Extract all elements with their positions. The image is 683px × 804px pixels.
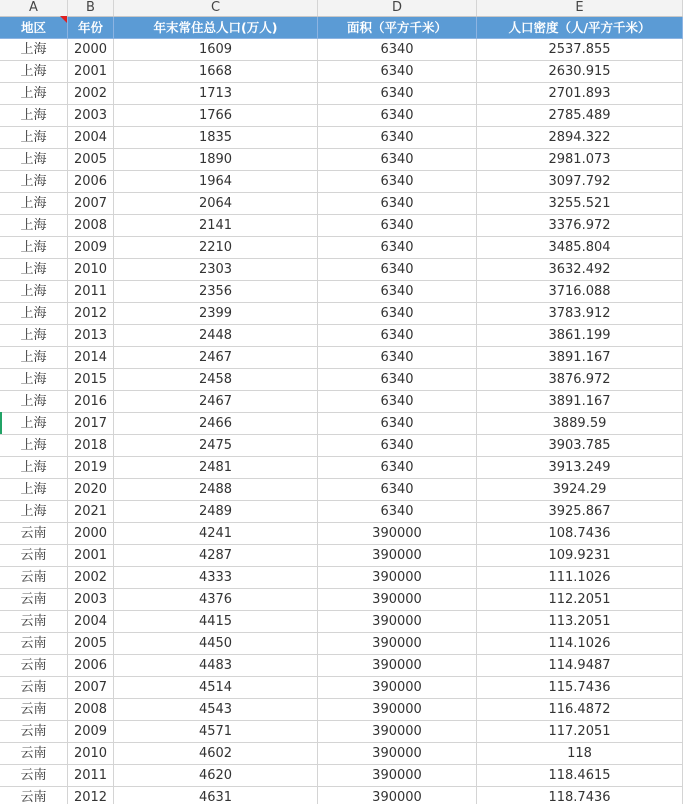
cell-area[interactable]: 6340 xyxy=(318,215,477,237)
cell-region[interactable]: 上海 xyxy=(0,259,68,281)
cell-year[interactable]: 2010 xyxy=(68,259,114,281)
cell-density[interactable]: 3255.521 xyxy=(477,193,683,215)
cell-density[interactable]: 3891.167 xyxy=(477,347,683,369)
cell-population[interactable]: 2399 xyxy=(114,303,318,325)
table-row xyxy=(0,633,683,655)
cell-population[interactable]: 2448 xyxy=(114,325,318,347)
table-row xyxy=(0,369,683,391)
cell-year[interactable]: 2007 xyxy=(68,677,114,699)
cell-population[interactable]: 4571 xyxy=(114,721,318,743)
cell-density[interactable]: 3632.492 xyxy=(477,259,683,281)
cell-density[interactable]: 3783.912 xyxy=(477,303,683,325)
cell-area[interactable]: 6340 xyxy=(318,105,477,127)
cell-population[interactable]: 2475 xyxy=(114,435,318,457)
cell-density[interactable]: 114.1026 xyxy=(477,633,683,655)
cell-area[interactable]: 390000 xyxy=(318,545,477,567)
table-header-row xyxy=(0,17,683,39)
cell-year[interactable]: 2010 xyxy=(68,743,114,765)
table-row xyxy=(0,347,683,369)
table-row xyxy=(0,787,683,804)
cell-population[interactable]: 2141 xyxy=(114,215,318,237)
table-row xyxy=(0,259,683,281)
cell-year[interactable]: 2002 xyxy=(68,567,114,589)
cell-year[interactable]: 2008 xyxy=(68,215,114,237)
cell-population[interactable]: 2481 xyxy=(114,457,318,479)
cell-region[interactable]: 云南 xyxy=(0,699,68,721)
cell-region[interactable]: 上海 xyxy=(0,127,68,149)
cell-region[interactable]: 云南 xyxy=(0,523,68,545)
table-row xyxy=(0,765,683,787)
table-row xyxy=(0,523,683,545)
cell-region[interactable]: 上海 xyxy=(0,215,68,237)
cell-density[interactable]: 3891.167 xyxy=(477,391,683,413)
cell-region[interactable]: 上海 xyxy=(0,479,68,501)
cell-year[interactable]: 2003 xyxy=(68,589,114,611)
cell-region[interactable]: 上海 xyxy=(0,281,68,303)
cell-region[interactable]: 云南 xyxy=(0,567,68,589)
cell-population[interactable]: 4415 xyxy=(114,611,318,633)
cell-year[interactable]: 2007 xyxy=(68,193,114,215)
cell-region[interactable]: 上海 xyxy=(0,237,68,259)
cell-year[interactable]: 2005 xyxy=(68,149,114,171)
table-row xyxy=(0,391,683,413)
cell-area[interactable]: 390000 xyxy=(318,611,477,633)
cell-year[interactable]: 2014 xyxy=(68,347,114,369)
table-row xyxy=(0,655,683,677)
cell-density[interactable]: 111.1026 xyxy=(477,567,683,589)
table-row xyxy=(0,435,683,457)
cell-region[interactable]: 云南 xyxy=(0,787,68,804)
table-row xyxy=(0,721,683,743)
cell-region[interactable]: 云南 xyxy=(0,721,68,743)
header-cell-year[interactable]: 年份 xyxy=(68,17,114,39)
cell-region[interactable]: 云南 xyxy=(0,765,68,787)
cell-area[interactable]: 390000 xyxy=(318,743,477,765)
cell-region[interactable]: 上海 xyxy=(0,149,68,171)
column-letter-e[interactable]: E xyxy=(477,0,683,16)
cell-population[interactable]: 1609 xyxy=(114,39,318,61)
cell-population[interactable]: 1668 xyxy=(114,61,318,83)
cell-region[interactable]: 上海 xyxy=(0,39,68,61)
cell-density[interactable]: 2630.915 xyxy=(477,61,683,83)
table-row xyxy=(0,743,683,765)
cell-region[interactable]: 云南 xyxy=(0,655,68,677)
cell-year[interactable]: 2003 xyxy=(68,105,114,127)
cell-area[interactable]: 6340 xyxy=(318,391,477,413)
cell-region[interactable]: 云南 xyxy=(0,589,68,611)
cell-year[interactable]: 2001 xyxy=(68,545,114,567)
table-row xyxy=(0,215,683,237)
cell-density[interactable]: 3925.867 xyxy=(477,501,683,523)
cell-year[interactable]: 2006 xyxy=(68,655,114,677)
cell-density[interactable]: 2701.893 xyxy=(477,83,683,105)
cell-area[interactable]: 6340 xyxy=(318,149,477,171)
cell-year[interactable]: 2017 xyxy=(68,413,114,435)
cell-population[interactable]: 4514 xyxy=(114,677,318,699)
cell-region[interactable]: 上海 xyxy=(0,369,68,391)
cell-density[interactable]: 108.7436 xyxy=(477,523,683,545)
column-letter-a[interactable]: A xyxy=(0,0,68,16)
cell-area[interactable]: 6340 xyxy=(318,457,477,479)
cell-area[interactable]: 6340 xyxy=(318,303,477,325)
cell-area[interactable]: 390000 xyxy=(318,765,477,787)
cell-population[interactable]: 1835 xyxy=(114,127,318,149)
table-row xyxy=(0,39,683,61)
column-letter-b[interactable]: B xyxy=(68,0,114,16)
cell-density[interactable]: 3889.59 xyxy=(477,413,683,435)
table-row xyxy=(0,83,683,105)
cell-area[interactable]: 390000 xyxy=(318,655,477,677)
header-cell-region[interactable]: 地区 xyxy=(0,17,68,39)
cell-year[interactable]: 2004 xyxy=(68,611,114,633)
table-row xyxy=(0,303,683,325)
cell-density[interactable]: 3485.804 xyxy=(477,237,683,259)
cell-density[interactable]: 112.2051 xyxy=(477,589,683,611)
cell-density[interactable]: 113.2051 xyxy=(477,611,683,633)
cell-density[interactable]: 118.4615 xyxy=(477,765,683,787)
cell-year[interactable]: 2015 xyxy=(68,369,114,391)
cell-year[interactable]: 2020 xyxy=(68,479,114,501)
cell-region[interactable]: 云南 xyxy=(0,611,68,633)
cell-population[interactable]: 2064 xyxy=(114,193,318,215)
cell-area[interactable]: 6340 xyxy=(318,347,477,369)
cell-density[interactable]: 3716.088 xyxy=(477,281,683,303)
cell-density[interactable]: 2785.489 xyxy=(477,105,683,127)
cell-population[interactable]: 4450 xyxy=(114,633,318,655)
cell-region[interactable]: 上海 xyxy=(0,457,68,479)
table-row xyxy=(0,193,683,215)
table-row xyxy=(0,325,683,347)
cell-population[interactable]: 4631 xyxy=(114,787,318,804)
table-row xyxy=(0,501,683,523)
cell-year[interactable]: 2019 xyxy=(68,457,114,479)
table-row xyxy=(0,413,683,435)
cell-population[interactable]: 2466 xyxy=(114,413,318,435)
cell-year[interactable]: 2006 xyxy=(68,171,114,193)
cell-area[interactable]: 6340 xyxy=(318,501,477,523)
cell-density[interactable]: 118.7436 xyxy=(477,787,683,804)
column-letter-d[interactable]: D xyxy=(318,0,477,16)
cell-population[interactable]: 2356 xyxy=(114,281,318,303)
cell-density[interactable]: 2981.073 xyxy=(477,149,683,171)
cell-population[interactable]: 2210 xyxy=(114,237,318,259)
cell-population[interactable]: 4287 xyxy=(114,545,318,567)
cell-region[interactable]: 上海 xyxy=(0,391,68,413)
table-row xyxy=(0,567,683,589)
table-row xyxy=(0,699,683,721)
cell-year[interactable]: 2000 xyxy=(68,39,114,61)
cell-year[interactable]: 2021 xyxy=(68,501,114,523)
cell-area[interactable]: 6340 xyxy=(318,39,477,61)
cell-year[interactable]: 2011 xyxy=(68,765,114,787)
cell-density[interactable]: 109.9231 xyxy=(477,545,683,567)
cell-population[interactable]: 1964 xyxy=(114,171,318,193)
cell-population[interactable]: 2467 xyxy=(114,391,318,413)
cell-region[interactable]: 云南 xyxy=(0,677,68,699)
table-row xyxy=(0,237,683,259)
cell-area[interactable]: 390000 xyxy=(318,787,477,804)
cell-population[interactable]: 2467 xyxy=(114,347,318,369)
cell-year[interactable]: 2008 xyxy=(68,699,114,721)
cell-population[interactable]: 2489 xyxy=(114,501,318,523)
cell-population[interactable]: 4333 xyxy=(114,567,318,589)
cell-region[interactable]: 云南 xyxy=(0,633,68,655)
cell-year[interactable]: 2009 xyxy=(68,237,114,259)
cell-area[interactable]: 6340 xyxy=(318,237,477,259)
table-row xyxy=(0,171,683,193)
cell-region[interactable]: 上海 xyxy=(0,193,68,215)
cell-year[interactable]: 2012 xyxy=(68,787,114,804)
cell-area[interactable]: 390000 xyxy=(318,567,477,589)
cell-population[interactable]: 4543 xyxy=(114,699,318,721)
header-cell-area[interactable]: 面积（平方千米） xyxy=(318,17,477,39)
cell-year[interactable]: 2005 xyxy=(68,633,114,655)
cell-population[interactable]: 1713 xyxy=(114,83,318,105)
comment-indicator-icon[interactable] xyxy=(60,16,67,23)
cell-density[interactable]: 3097.792 xyxy=(477,171,683,193)
cell-area[interactable]: 6340 xyxy=(318,83,477,105)
table-row xyxy=(0,589,683,611)
cell-population[interactable]: 1890 xyxy=(114,149,318,171)
cell-population[interactable]: 4241 xyxy=(114,523,318,545)
cell-population[interactable]: 4620 xyxy=(114,765,318,787)
cell-density[interactable]: 2894.322 xyxy=(477,127,683,149)
table-row xyxy=(0,61,683,83)
header-cell-density[interactable]: 人口密度（人/平方千米） xyxy=(477,17,683,39)
cell-density[interactable]: 114.9487 xyxy=(477,655,683,677)
cell-area[interactable]: 6340 xyxy=(318,325,477,347)
cell-density[interactable]: 116.4872 xyxy=(477,699,683,721)
cell-region[interactable]: 上海 xyxy=(0,413,68,435)
table-row xyxy=(0,677,683,699)
cell-year[interactable]: 2000 xyxy=(68,523,114,545)
header-cell-population[interactable]: 年末常住总人口(万人) xyxy=(114,17,318,39)
cell-year[interactable]: 2011 xyxy=(68,281,114,303)
cell-area[interactable]: 6340 xyxy=(318,61,477,83)
cell-density[interactable]: 3924.29 xyxy=(477,479,683,501)
cell-year[interactable]: 2001 xyxy=(68,61,114,83)
cell-area[interactable]: 6340 xyxy=(318,171,477,193)
cell-area[interactable]: 6340 xyxy=(318,281,477,303)
cell-population[interactable]: 2303 xyxy=(114,259,318,281)
cell-area[interactable]: 6340 xyxy=(318,127,477,149)
cell-region[interactable]: 上海 xyxy=(0,435,68,457)
table-row xyxy=(0,479,683,501)
cell-density[interactable]: 3876.972 xyxy=(477,369,683,391)
cell-year[interactable]: 2018 xyxy=(68,435,114,457)
cell-area[interactable]: 390000 xyxy=(318,633,477,655)
cell-area[interactable]: 390000 xyxy=(318,721,477,743)
table-row xyxy=(0,457,683,479)
cell-region[interactable]: 上海 xyxy=(0,325,68,347)
data-grid xyxy=(0,17,683,804)
cell-region[interactable]: 云南 xyxy=(0,545,68,567)
cell-region[interactable]: 上海 xyxy=(0,347,68,369)
cell-area[interactable]: 6340 xyxy=(318,413,477,435)
cell-area[interactable]: 6340 xyxy=(318,479,477,501)
cell-year[interactable]: 2009 xyxy=(68,721,114,743)
cell-population[interactable]: 1766 xyxy=(114,105,318,127)
cell-area[interactable]: 6340 xyxy=(318,193,477,215)
table-row xyxy=(0,149,683,171)
cell-year[interactable]: 2016 xyxy=(68,391,114,413)
cell-area[interactable]: 6340 xyxy=(318,435,477,457)
table-row xyxy=(0,127,683,149)
cell-density[interactable]: 2537.855 xyxy=(477,39,683,61)
cell-year[interactable]: 2004 xyxy=(68,127,114,149)
cell-population[interactable]: 2488 xyxy=(114,479,318,501)
cell-population[interactable]: 4602 xyxy=(114,743,318,765)
cell-area[interactable]: 390000 xyxy=(318,677,477,699)
table-row xyxy=(0,611,683,633)
cell-density[interactable]: 3913.249 xyxy=(477,457,683,479)
cell-area[interactable]: 6340 xyxy=(318,369,477,391)
cell-year[interactable]: 2002 xyxy=(68,83,114,105)
cell-region[interactable]: 上海 xyxy=(0,303,68,325)
table-row xyxy=(0,281,683,303)
row-selection-marker xyxy=(0,412,2,434)
cell-year[interactable]: 2013 xyxy=(68,325,114,347)
cell-population[interactable]: 4376 xyxy=(114,589,318,611)
cell-density[interactable]: 3903.785 xyxy=(477,435,683,457)
cell-area[interactable]: 390000 xyxy=(318,523,477,545)
cell-region[interactable]: 上海 xyxy=(0,501,68,523)
cell-region[interactable]: 云南 xyxy=(0,743,68,765)
column-header-bar xyxy=(0,0,683,17)
cell-year[interactable]: 2012 xyxy=(68,303,114,325)
cell-region[interactable]: 上海 xyxy=(0,171,68,193)
cell-density[interactable]: 117.2051 xyxy=(477,721,683,743)
table-row xyxy=(0,545,683,567)
cell-area[interactable]: 390000 xyxy=(318,699,477,721)
cell-region[interactable]: 上海 xyxy=(0,61,68,83)
cell-area[interactable]: 6340 xyxy=(318,259,477,281)
cell-region[interactable]: 上海 xyxy=(0,83,68,105)
cell-region[interactable]: 上海 xyxy=(0,105,68,127)
cell-population[interactable]: 4483 xyxy=(114,655,318,677)
table-row xyxy=(0,105,683,127)
column-letter-c[interactable]: C xyxy=(114,0,318,16)
cell-density[interactable]: 115.7436 xyxy=(477,677,683,699)
cell-density[interactable]: 3861.199 xyxy=(477,325,683,347)
cell-population[interactable]: 2458 xyxy=(114,369,318,391)
cell-density[interactable]: 118 xyxy=(477,743,683,765)
cell-area[interactable]: 390000 xyxy=(318,589,477,611)
cell-density[interactable]: 3376.972 xyxy=(477,215,683,237)
